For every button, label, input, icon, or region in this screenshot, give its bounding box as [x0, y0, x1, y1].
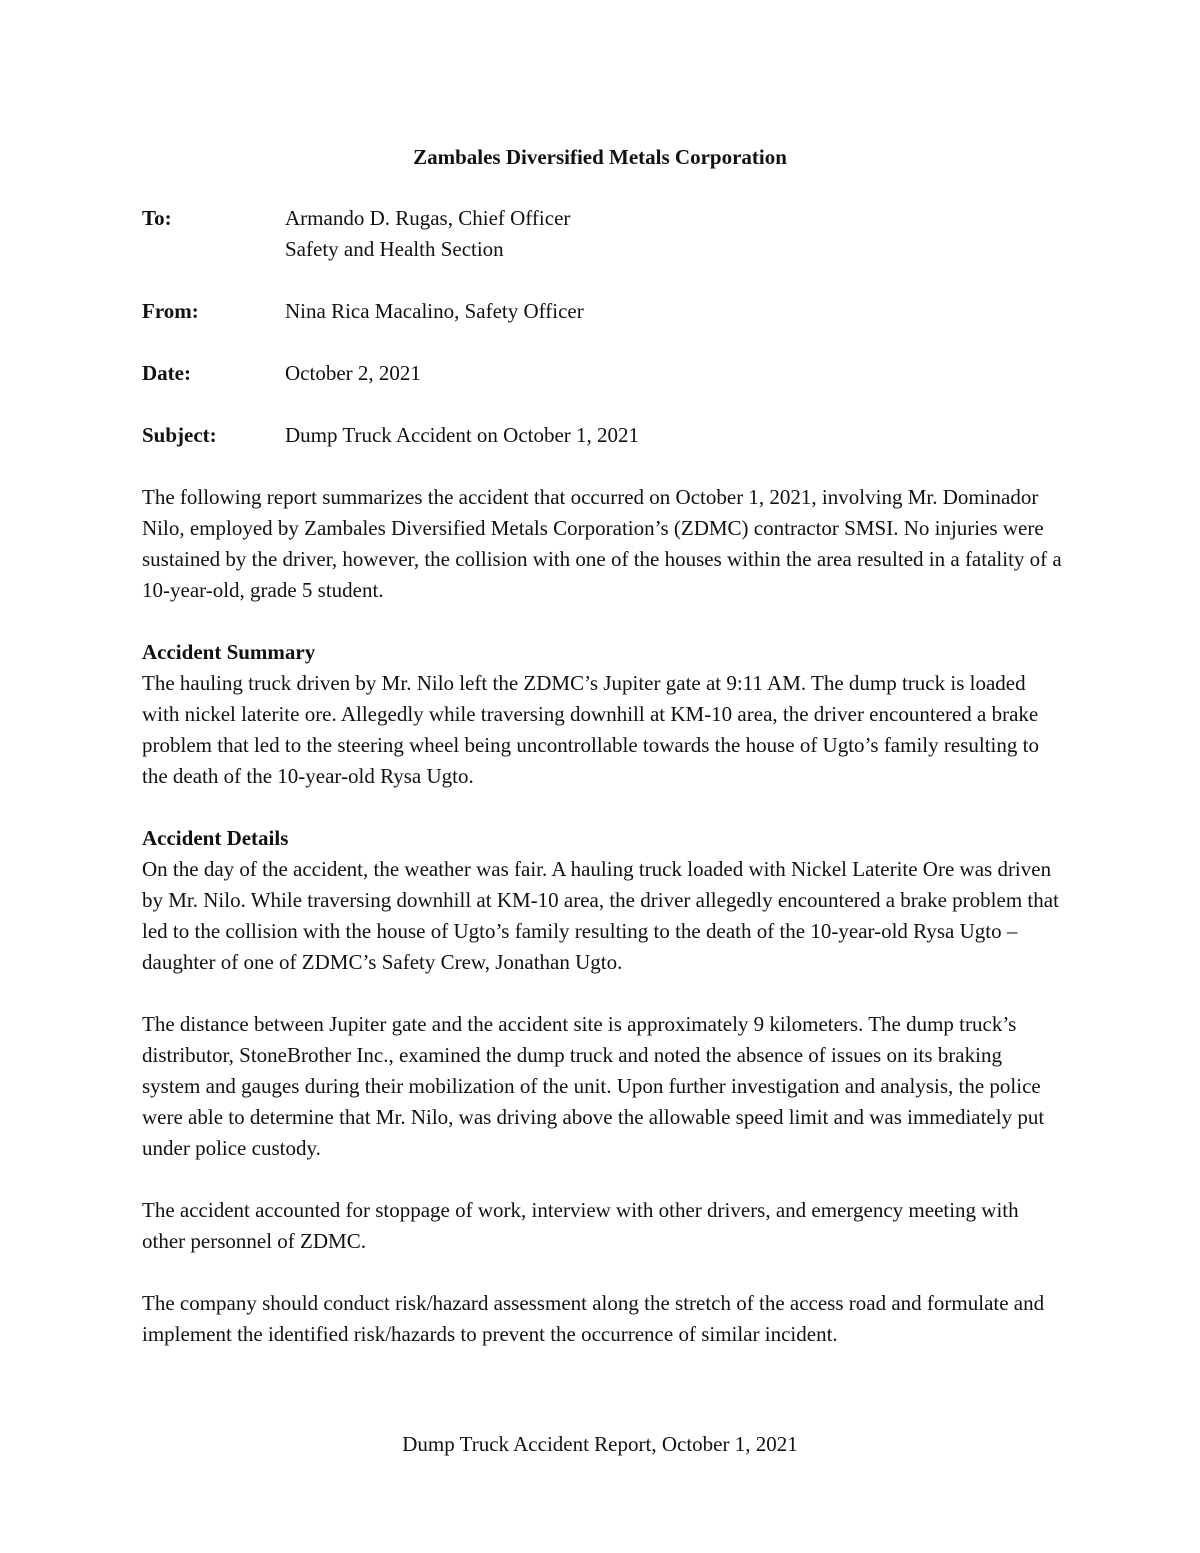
memo-date-value: October 2, 2021	[285, 361, 421, 385]
recommendation-paragraph: The company should conduct risk/hazard assessment along the stretch of the access road and formulate and implement the identified risk/hazards to prevent the occurrence of similar incident.	[142, 1291, 1045, 1346]
distance-paragraph: The distance between Jupiter gate and the accident site is approximately 9 kilometers. The dump truck’s distributor, StoneBrother Inc., examined the dump truck and noted the absence of issues on its braking system and gauges during their mobilization of the unit. Upon further investigation and analysis, the police were able to determine that Mr. Nilo, was driving above the allowable speed limit and was immediately put under police custody.	[142, 1012, 1045, 1160]
memo-subject-value: Dump Truck Accident on October 1, 2021	[285, 423, 640, 447]
accident-summary-heading: Accident Summary	[142, 640, 316, 664]
company-title: Zambales Diversified Metals Corporation	[413, 145, 787, 169]
page-footer: Dump Truck Accident Report, October 1, 2021	[402, 1432, 798, 1456]
memo-to-label: To:	[142, 206, 172, 230]
accident-details-heading: Accident Details	[142, 826, 289, 850]
work-stoppage-paragraph: The accident accounted for stoppage of work, interview with other drivers, and emergency meeting with other personnel of ZDMC.	[142, 1198, 1019, 1253]
memo-header	[142, 203, 1062, 451]
accident-details-paragraph: On the day of the accident, the weather was fair. A hauling truck loaded with Nickel Laterite Ore was driven by Mr. Nilo. While traversing downhill at KM-10 area, the driver allegedly encountered a brake problem that led to the collision with the house of Ugto’s family resulting to the death of the 10-year-old Rysa Ugto – daughter of one of ZDMC’s Safety Crew, Jonathan Ugto.	[142, 857, 1059, 974]
accident-summary-paragraph: The hauling truck driven by Mr. Nilo left the ZDMC’s Jupiter gate at 9:11 AM. The dump truck is loaded with nickel laterite ore. Allegedly while traversing downhill at KM-10 area, the driver encountered a brake problem that led to the steering wheel being uncontrollable towards the house of Ugto’s family resulting to the death of the 10-year-old Rysa Ugto.	[142, 671, 1039, 788]
memo-to-value-line1: Armando D. Rugas, Chief Officer	[285, 206, 571, 230]
memo-date-row	[142, 358, 1062, 389]
memo-to-row-2	[142, 234, 1062, 265]
memo-subject-row	[142, 420, 1062, 451]
memo-subject-label: Subject:	[142, 423, 217, 447]
memo-from-label: From:	[142, 299, 199, 323]
memo-to-value-line2: Safety and Health Section	[285, 237, 504, 261]
memo-to-row	[142, 203, 1062, 234]
intro-paragraph: The following report summarizes the accident that occurred on October 1, 2021, involving Mr. Dominador Nilo, employed by Zambales Diversified Metals Corporation’s (ZDMC) contractor SMSI. No injuries were sustained by the driver, however, the collision with one of the houses within the area resulted in a fatality of a 10-year-old, grade 5 student.	[142, 485, 1062, 602]
memo-from-value: Nina Rica Macalino, Safety Officer	[285, 299, 584, 323]
memo-date-label: Date:	[142, 361, 191, 385]
memo-from-row	[142, 296, 1062, 327]
report-body	[142, 482, 1062, 1381]
